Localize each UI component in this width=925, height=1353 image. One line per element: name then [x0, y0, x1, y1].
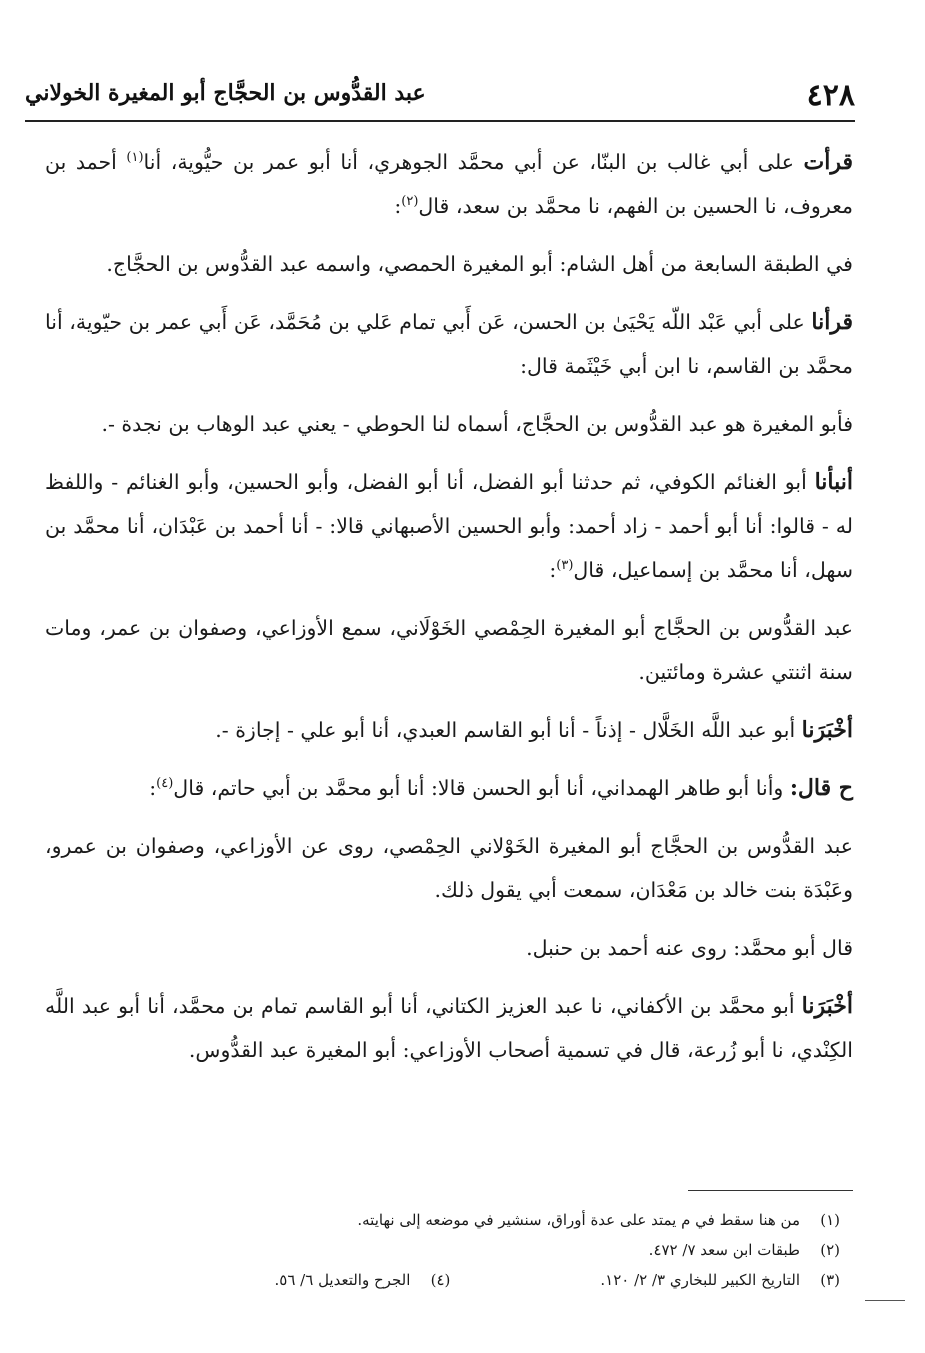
text: على أبي غالب بن البنّا، عن أبي محمَّد الجوهري، أنا أبو عمر بن حيُّوية، أنا [143, 150, 804, 174]
text: أحمد بن معروف، نا الحسين بن الفهم، نا محمَّد بن سعد، قال [45, 150, 853, 218]
footnote-ref: (٣) [556, 558, 574, 574]
footnote-rule [688, 1190, 853, 1191]
footnote-number: (٣) [820, 1271, 840, 1289]
footnote-ref: (١) [126, 150, 144, 166]
page-number: ٤٢٨ [806, 78, 855, 113]
footnote-text: طبقات ابن سعد ٧/ ٤٧٢. [648, 1241, 800, 1259]
paragraph-2: في الطبقة السابعة من أهل الشام: أبو المغيرة الحمصي، واسمه عبد القدُّوس بن الحجَّاج. [106, 252, 853, 276]
text: : [549, 558, 557, 582]
keyword: أنبأنا [814, 469, 853, 495]
paragraph-5 [45, 460, 853, 592]
text: : [149, 776, 157, 800]
footnote-text: من هنا سقط في م يمتد على عدة أوراق، سنشير في موضعه إلى نهايته. [357, 1211, 800, 1229]
text: : [394, 194, 402, 218]
keyword: أخْبَرَنا [801, 717, 853, 743]
footnote-4 [275, 1265, 451, 1295]
text: وأنا أبو طاهر الهمداني، أنا أبو الحسن قالا: أنا أبو محمَّد بن أبي حاتم، قال [173, 776, 790, 800]
paragraph-9: عبد القدُّوس بن الحجَّاج أبو المغيرة الخَوْلاني الحِمْصي، روى عن الأوزاعي، وصفوان بن عمرو، وعَبْدَة بنت خالد بن مَعْدَان، سمعت أبي يقول ذلك. [45, 834, 853, 902]
keyword: قرأت [803, 149, 853, 175]
text: أبو عبد اللَّه الخَلَّال - إذناً - أنا أبو القاسم العبدي، أنا أبو علي - إجازة -. [215, 718, 802, 742]
scan-mark [865, 1300, 905, 1301]
keyword: قرأنا [811, 309, 853, 335]
footnote-ref: (٤) [156, 776, 174, 792]
footnote-number: (٤) [430, 1271, 451, 1289]
footnote-number: (١) [820, 1211, 840, 1229]
keyword: أخْبَرَنا [801, 993, 853, 1019]
text: أبو الغنائم الكوفي، ثم حدثنا أبو الفضل، أنا أبو الفضل، وأبو الحسين، وأبو الغنائم - واللفظ له - قالوا: أنا أبو أحمد - زاد أحمد: وأبو الحسين الأصبهاني قالا: - أنا أحمد بن عَبْدَان، أنا محمَّد بن سهل، أنا محمَّد بن إسماعيل، قال [45, 470, 853, 582]
paragraph-11 [45, 984, 853, 1072]
footnote-text: الجرح والتعديل ٦/ ٥٦. [274, 1271, 411, 1289]
main-text [45, 140, 853, 1086]
paragraph-1 [45, 140, 853, 228]
paragraph-8 [45, 766, 853, 810]
paragraph-7 [45, 708, 853, 752]
text: على أبي عَبْد اللّه يَحْيَىٰ بن الحسن، عَن أَبي تمام عَلي بن مُحَمَّد، عَن أَبي عمر بن حيّوية، أنا محمَّد بن القاسم، نا ابن أبي خَيْثَمة قال: [45, 310, 853, 378]
footnote-number: (٢) [820, 1241, 840, 1259]
paragraph-10: قال أبو محمَّد: روى عنه أحمد بن حنبل. [526, 936, 853, 960]
footnotes [45, 1205, 840, 1295]
paragraph-4: فأبو المغيرة هو عبد القدُّوس بن الحجَّاج، أسماه لنا الحوطي - يعني عبد الوهاب بن نجدة -. [101, 412, 853, 436]
running-title: عبد القدُّوس بن الحجَّاج أبو المغيرة الخولاني [25, 80, 426, 106]
footnote-2 [45, 1235, 840, 1265]
header-rule [25, 120, 855, 122]
footnote-3 [600, 1265, 840, 1295]
footnote-1 [45, 1205, 840, 1235]
footnote-text: التاريخ الكبير للبخاري ٣/ ٢/ ١٢٠. [600, 1271, 800, 1289]
text: أبو محمَّد بن الأكفاني، نا عبد العزيز الكتاني، أنا أبو القاسم تمام بن محمَّد، أنا أبو عبد اللَّه الكِنْدي، نا أبو زُرعة، قال في تسمية أصحاب الأوزاعي: أبو المغيرة عبد القدُّوس. [45, 994, 853, 1062]
keyword: ح قال: [789, 775, 853, 801]
paragraph-3 [45, 300, 853, 388]
footnote-ref: (٢) [401, 194, 419, 210]
footnote-row [45, 1265, 840, 1295]
paragraph-6: عبد القدُّوس بن الحجَّاج أبو المغيرة الحِمْصي الخَوْلَاني، سمع الأوزاعي، وصفوان بن عمر، ومات سنة اثنتي عشرة ومائتين. [45, 616, 853, 684]
page-header [25, 72, 855, 122]
